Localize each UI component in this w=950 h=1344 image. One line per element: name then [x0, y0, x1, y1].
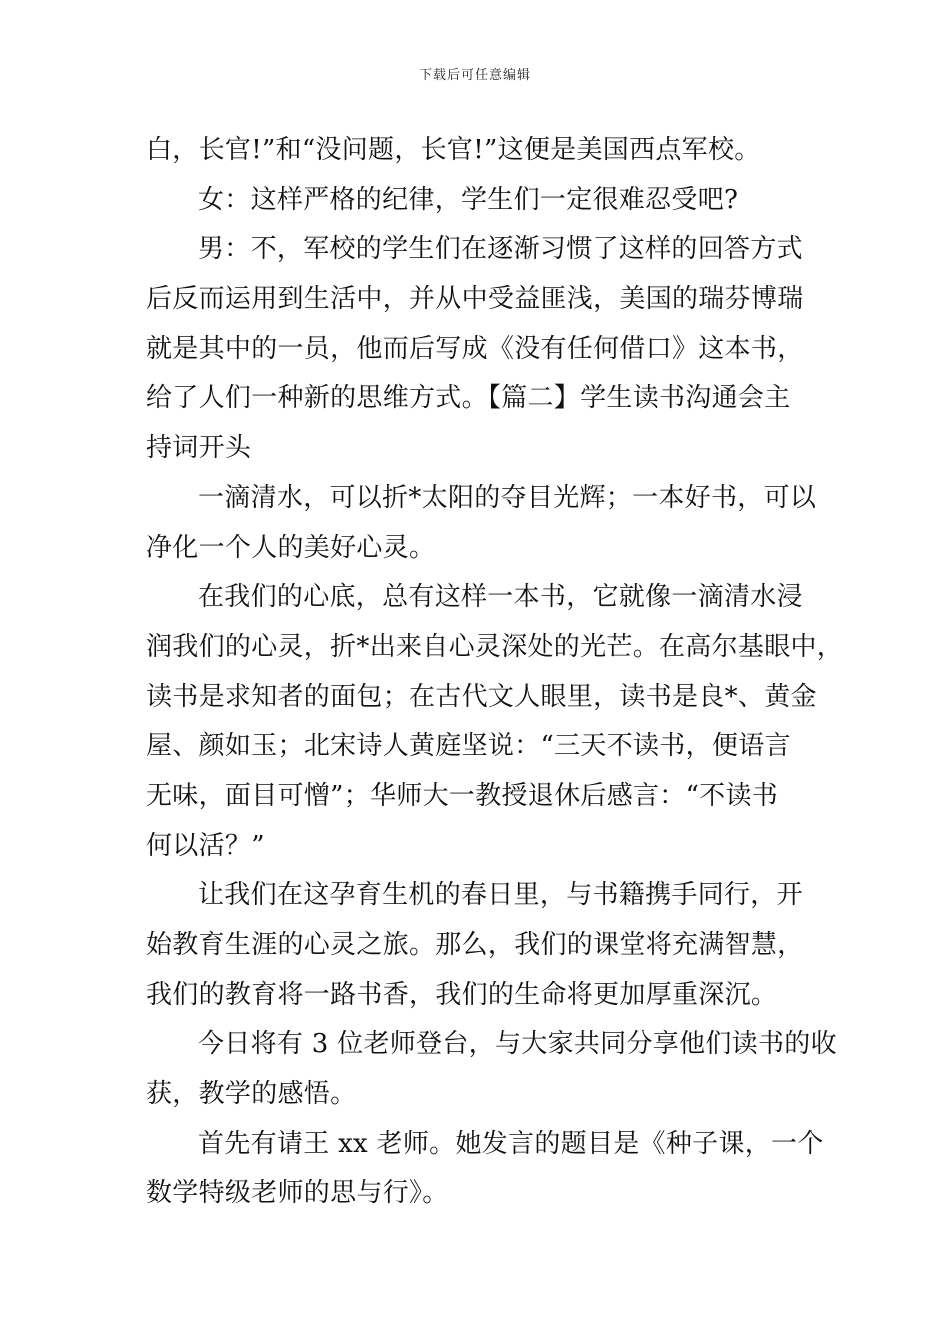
text-line: 后反而运用到生活中，并从中受益匪浅，美国的瑞芬博瑞: [146, 284, 804, 315]
text-line: 让我们在这孕育生机的春日里，与书籍携手同行，开: [198, 880, 803, 911]
text-line: 数学特级老师的思与行》。: [146, 1178, 449, 1209]
text-line: 何以活？”: [146, 830, 265, 861]
text-line: 无味，面目可憎”；华师大一教授退休后感言：“不读书: [146, 780, 779, 811]
page-header: 下载后可任意编辑: [418, 68, 531, 83]
text-line: 白，长官!”和“没问题，长官!”这便是美国西点军校。: [146, 135, 761, 165]
text-line: 润我们的心灵，折*出来自心灵深处的光芒。在高尔基眼中，: [146, 631, 844, 662]
text-line: 始教育生涯的心灵之旅。那么，我们的课堂将充满智慧，: [146, 930, 804, 960]
text-line: 读书是求知者的面包；在古代文人眼里，读书是良*、黄金: [146, 681, 817, 712]
text-line: 男：不，军校的学生们在逐渐习惯了这样的回答方式: [198, 234, 803, 265]
document-body: [146, 126, 844, 1219]
text-line: 今日将有 3 位老师登台，与大家共同分享他们读书的收: [198, 1029, 837, 1060]
text-line: 我们的教育将一路书香，我们的生命将更加厚重深沉。: [146, 979, 778, 1010]
text-line: 屋、颜如玉；北宋诗人黄庭坚说：“三天不读书，便语言: [146, 731, 791, 762]
text-line: 在我们的心底，总有这样一本书，它就像一滴清水浸: [198, 582, 803, 613]
text-line: 持词开头: [146, 433, 252, 464]
text-line: 女：这样严格的纪律，学生们一定很难忍受吧?: [198, 184, 739, 215]
text-line: 给了人们一种新的思维方式。【篇二】学生读书沟通会主: [146, 383, 791, 414]
text-line: 获，教学的感悟。: [146, 1079, 357, 1110]
text-line: 净化一个人的美好心灵。: [146, 532, 436, 563]
text-line: 就是其中的一员，他而后写成《没有任何借口》这本书，: [146, 333, 804, 364]
text-line: 首先有请王 xx 老师。她发言的题目是《种子课，一个: [198, 1128, 824, 1159]
text-line: 一滴清水，可以折*太阳的夺目光辉；一本好书，可以: [198, 482, 817, 513]
